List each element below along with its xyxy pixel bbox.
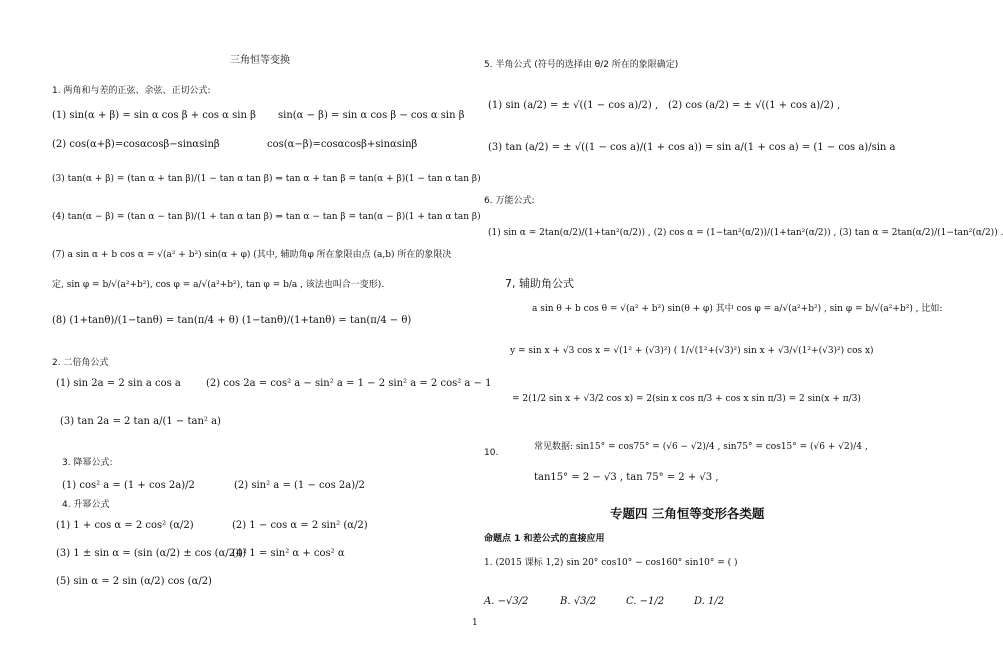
section-6-heading: 6. 万能公式: bbox=[484, 196, 535, 206]
half-angle-sin: (1) sin (a/2) = ± √((1 − cos a)/2) , bbox=[488, 100, 659, 111]
common-values-2: tan15° = 2 − √3 , tan 75° = 2 + √3 , bbox=[534, 472, 719, 483]
power-raise-5: (5) sin α = 2 sin (α/2) cos (α/2) bbox=[56, 576, 212, 587]
section-2-heading: 2. 二倍角公式 bbox=[52, 358, 109, 368]
double-angle-tan: (3) tan 2a = 2 tan a/(1 − tan² a) bbox=[60, 416, 221, 427]
auxiliary-formula: a sin θ + b cos θ = √(a² + b²) sin(θ + φ) 其中 cos φ = a/√(a²+b²) , sin φ = b/√(a²+b²) , 比如: bbox=[532, 304, 943, 314]
auxiliary-example-1: y = sin x + √3 cos x = √(1² + (√3)²) ( 1/√(1²+(√3)²) sin x + √3/√(1²+(√3)²) cos x) bbox=[510, 346, 874, 356]
half-angle-tan: (3) tan (a/2) = ± √((1 − cos a)/(1 + cos a)) = sin a/(1 + cos a) = (1 − cos a)/sin a bbox=[488, 142, 896, 153]
section-7-heading: 7, 辅助角公式 bbox=[505, 277, 574, 290]
section-1-heading: 1. 两角和与差的正弦、余弦、正切公式: bbox=[52, 86, 211, 96]
option-d: D. 1/2 bbox=[694, 596, 725, 607]
section-3-heading: 3. 降幂公式: bbox=[62, 458, 113, 468]
option-c: C. −1/2 bbox=[626, 596, 665, 607]
page-title: 三角恒等变换 bbox=[230, 55, 290, 66]
section-10-heading: 10. bbox=[484, 448, 499, 458]
half-angle-cos: (2) cos (a/2) = ± √((1 + cos a)/2) , bbox=[668, 100, 841, 111]
proposition-point-1: 命题点 1 和差公式的直接应用 bbox=[484, 534, 605, 544]
formula-tan-shift: (8) (1+tanθ)/(1−tanθ) = tan(π/4 + θ) (1−tanθ)/(1+tanθ) = tan(π/4 − θ) bbox=[52, 315, 412, 326]
formula-sum-sin: (1) sin(α + β) = sin α cos β + cos α sin β bbox=[52, 110, 256, 121]
common-values-1: 常见数据: sin15° = cos75° = (√6 − √2)/4 , sin75° = cos15° = (√6 + √2)/4 , bbox=[534, 442, 868, 452]
double-angle-cos: (2) cos 2a = cos² a − sin² a = 1 − 2 sin² a = 2 cos² a − 1 bbox=[206, 378, 492, 389]
formula-auxiliary-angle-def: 定, sin φ = b/√(a²+b²), cos φ = a/√(a²+b²), tan φ = b/a , 该法也叫合一变形). bbox=[52, 280, 385, 290]
power-raise-4: (4) 1 = sin² α + cos² α bbox=[232, 548, 345, 559]
auxiliary-example-2: = 2(1/2 sin x + √3/2 cos x) = 2(sin x cos π/3 + cos x sin π/3) = 2 sin(x + π/3) bbox=[512, 394, 861, 404]
power-raise-2: (2) 1 − cos α = 2 sin² (α/2) bbox=[232, 520, 368, 531]
section-4-heading: 4. 升幂公式 bbox=[62, 500, 110, 510]
section-5-heading: 5. 半角公式 (符号的选择由 θ/2 所在的象限确定) bbox=[484, 60, 679, 70]
option-b: B. √3/2 bbox=[560, 596, 597, 607]
option-a: A. −√3/2 bbox=[484, 596, 529, 607]
question-1: 1. (2015 课标 1,2) sin 20° cos10° − cos160° sin10° = ( ) bbox=[484, 558, 738, 568]
formula-sum-cos: (2) cos(α+β)=cosαcosβ−sinαsinβ bbox=[52, 139, 220, 150]
formula-diff-cos: cos(α−β)=cosαcosβ+sinαsinβ bbox=[267, 139, 418, 150]
formula-sum-tan: (3) tan(α + β) = (tan α + tan β)/(1 − tan α tan β) ⇒ tan α + tan β = tan(α + β)(1 − tan α tan β) bbox=[52, 174, 481, 184]
formula-auxiliary-angle: (7) a sin α + b cos α = √(a² + b²) sin(α + φ) (其中, 辅助角φ 所在象限由点 (a,b) 所在的象限决 bbox=[52, 250, 452, 260]
power-raise-3: (3) 1 ± sin α = (sin (α/2) ± cos (α/2))² bbox=[56, 548, 247, 559]
universal-formulas: (1) sin α = 2tan(α/2)/(1+tan²(α/2)) , (2) cos α = (1−tan²(α/2))/(1+tan²(α/2)) , (3) tan α = 2tan(α/2)/(1−tan²(α/2)) . bbox=[488, 228, 1003, 238]
power-reduce-sin: (2) sin² a = (1 − cos 2a)/2 bbox=[234, 480, 365, 491]
formula-diff-tan: (4) tan(α − β) = (tan α − tan β)/(1 + tan α tan β) ⇒ tan α − tan β = tan(α − β)(1 + tan α tan β) bbox=[52, 212, 481, 222]
power-reduce-cos: (1) cos² a = (1 + cos 2a)/2 bbox=[62, 480, 195, 491]
formula-diff-sin: sin(α − β) = sin α cos β − cos α sin β bbox=[278, 110, 465, 121]
page-number: 1 bbox=[472, 618, 478, 628]
double-angle-sin: (1) sin 2a = 2 sin a cos a bbox=[56, 378, 181, 389]
power-raise-1: (1) 1 + cos α = 2 cos² (α/2) bbox=[56, 520, 194, 531]
topic-title: 专题四 三角恒等变形各类题 bbox=[610, 506, 765, 521]
